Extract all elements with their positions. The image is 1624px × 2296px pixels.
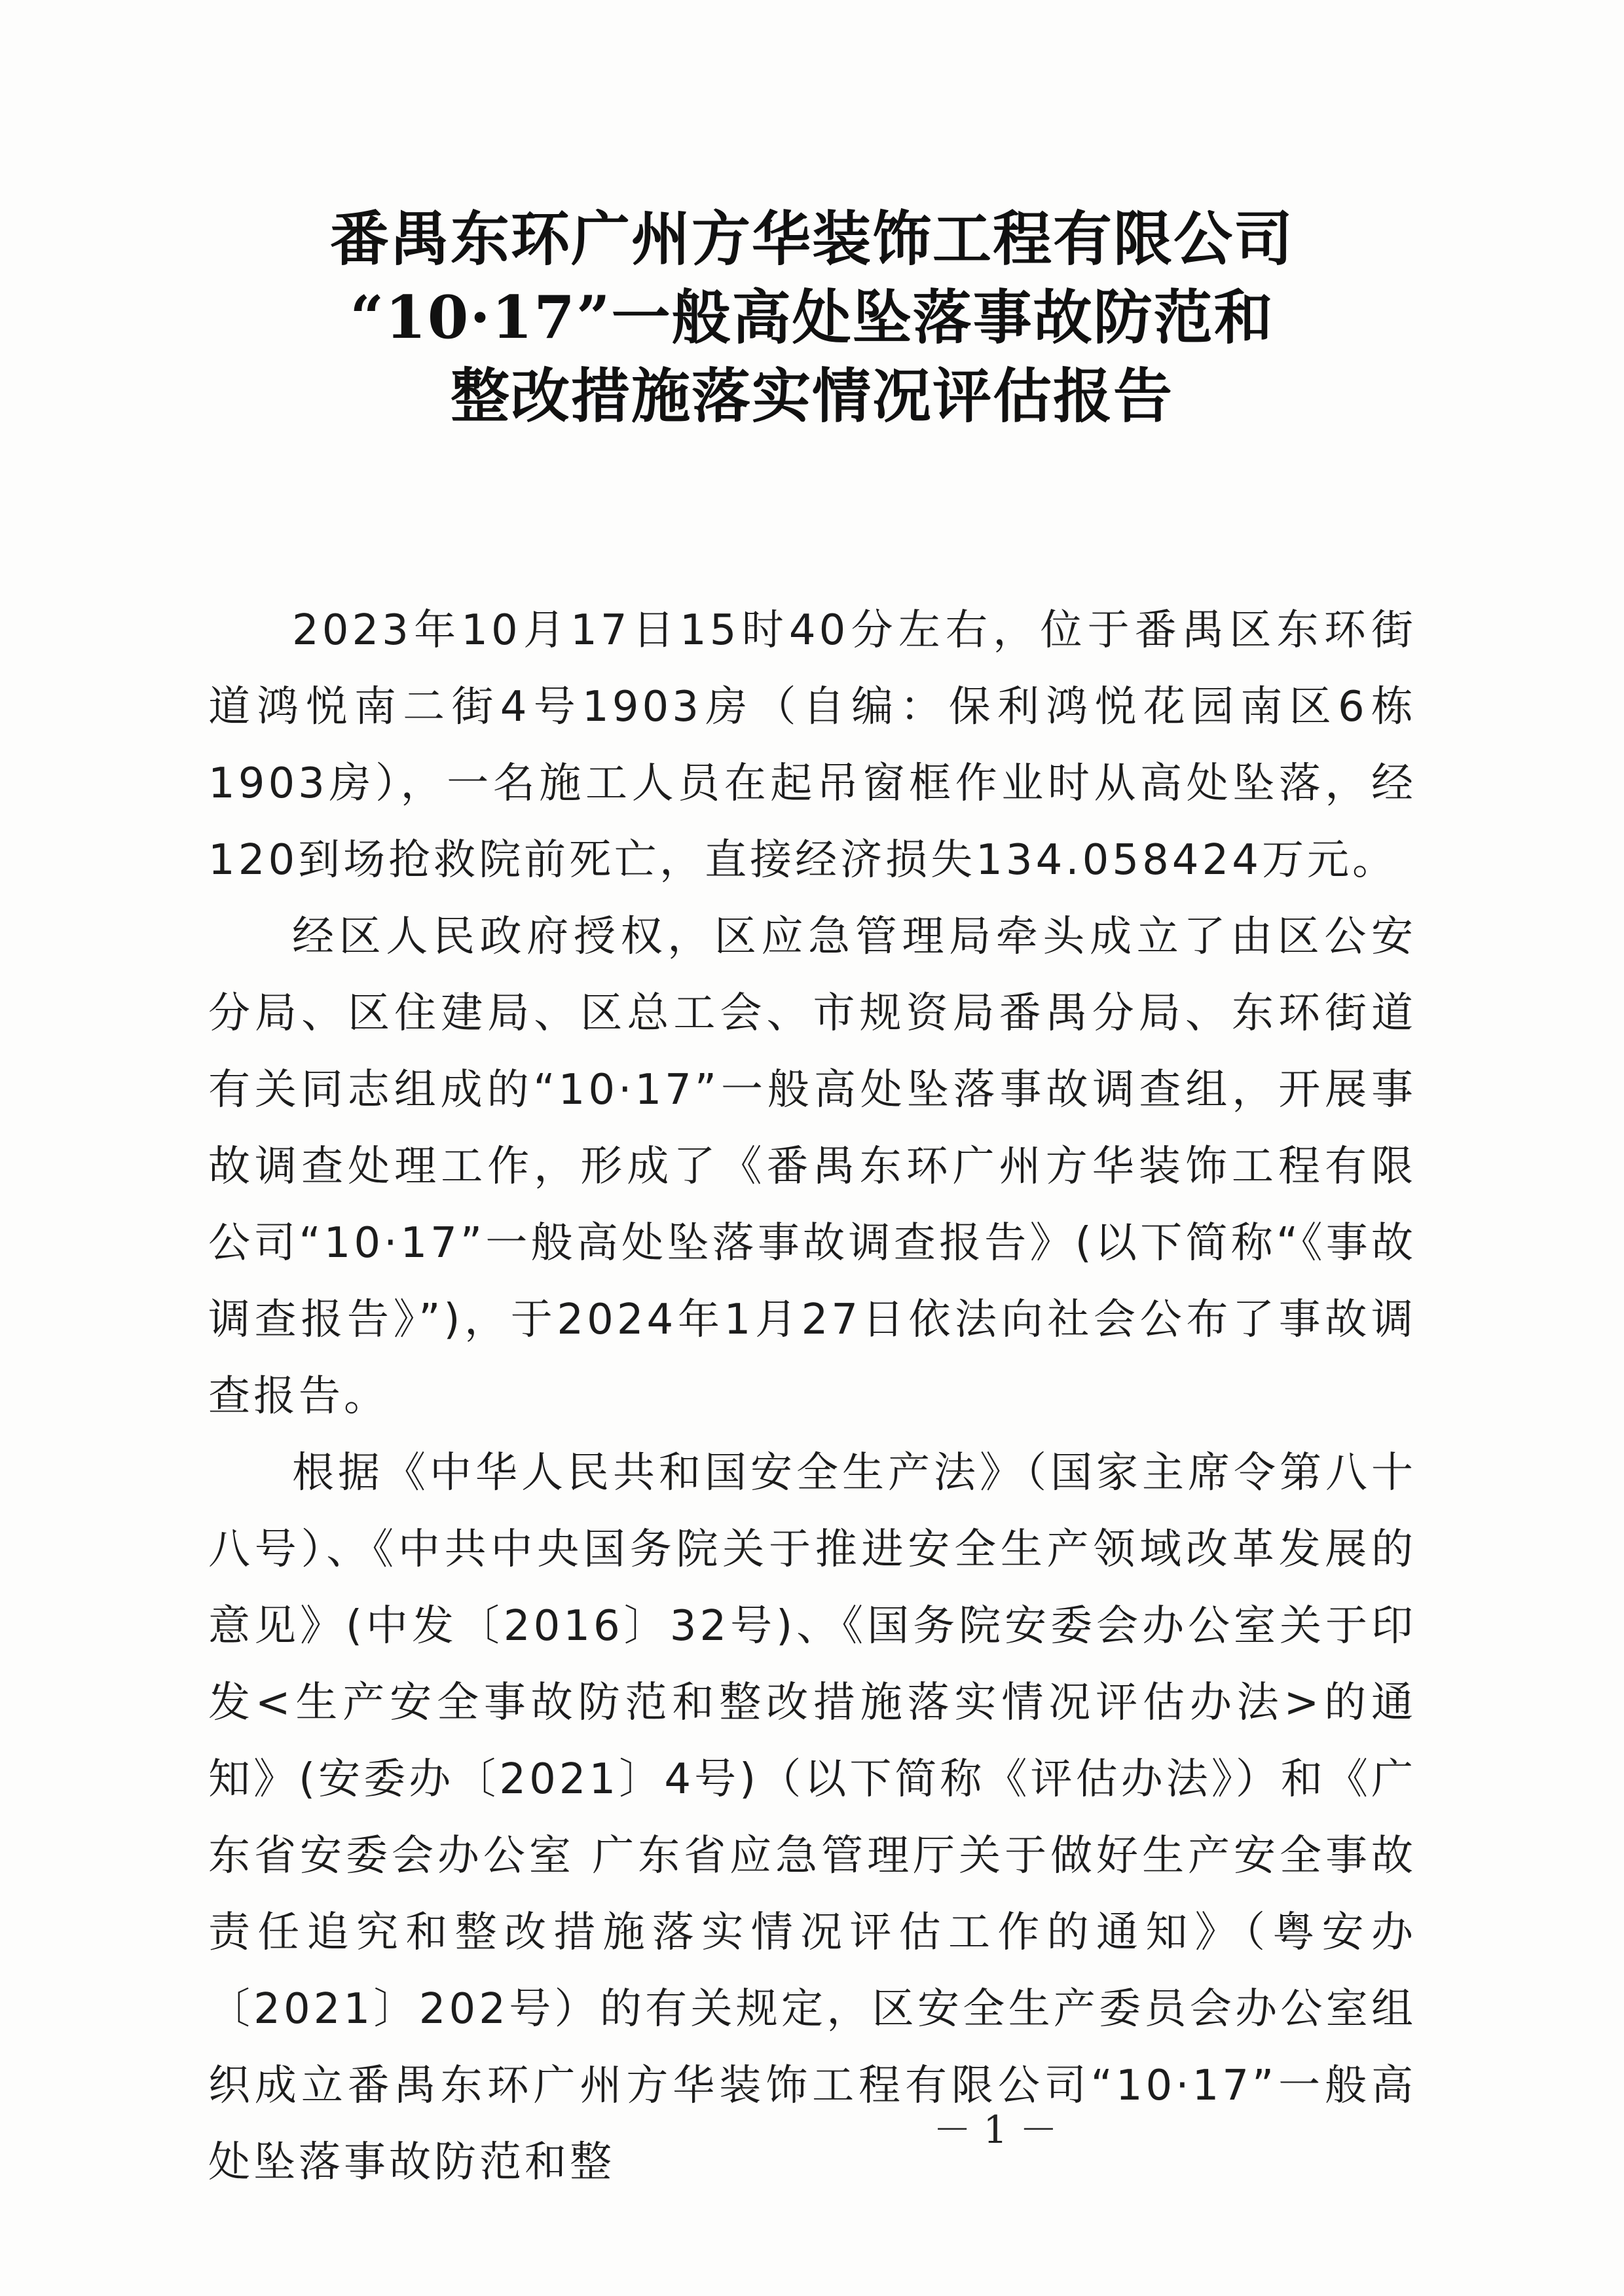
- title-line-2: “10·17”一般高处坠落事故防范和: [350, 283, 1274, 352]
- paragraph-accident-summary: 2023年10月17日15时40分左右，位于番禺区东环街道鸿悦南二街4号1903房（自编：保利鸿悦花园南区6栋1903房），一名施工人员在起吊窗框作业时从高处坠落，经120到场抢救院前死亡，直接经济损失134.058424万元。: [208, 606, 1416, 884]
- page-number: － 1 －: [933, 2107, 1058, 2152]
- paragraph-investigation: 经区人民政府授权，区应急管理局牵头成立了由区公安分局、区住建局、区总工会、市规资局番禺分局、东环街道有关同志组成的“10·17”一般高处坠落事故调查组，开展事故调查处理工作，形成了《番禺东环广州方华装饰工程有限公司“10·17”一般高处坠落事故调查报告》(以下简称“《事故调查报告》”)，于2024年1月27日依法向社会公布了事故调查报告。: [208, 913, 1416, 1421]
- paragraph-legal-basis: 根据《中华人民共和国安全生产法》（国家主席令第八十八号）、《中共中央国务院关于推进安全生产领域改革发展的意见》(中发〔2016〕32号)、《国务院安委会办公室关于印发<生产安全事故防范和整改措施落实情况评估办法>的通知》(安委办〔2021〕4号)（以下简称《评估办法》）和《广东省安委会办公室 广东省应急管理厅关于做好生产安全事故责任追究和整改措施落实情况评估工作的通知》（粤安办〔2021〕202号）的有关规定，区安全生产委员会办公室组织成立番禺东环广州方华装饰工程有限公司“10·17”一般高处坠落事故防范和整: [208, 1449, 1416, 2187]
- title-line-3: 整改措施落实情况评估报告: [451, 361, 1173, 431]
- document-body: [208, 592, 1416, 2201]
- document-title: [196, 200, 1428, 435]
- title-line-1: 番禺东环广州方华装饰工程有限公司: [330, 204, 1294, 274]
